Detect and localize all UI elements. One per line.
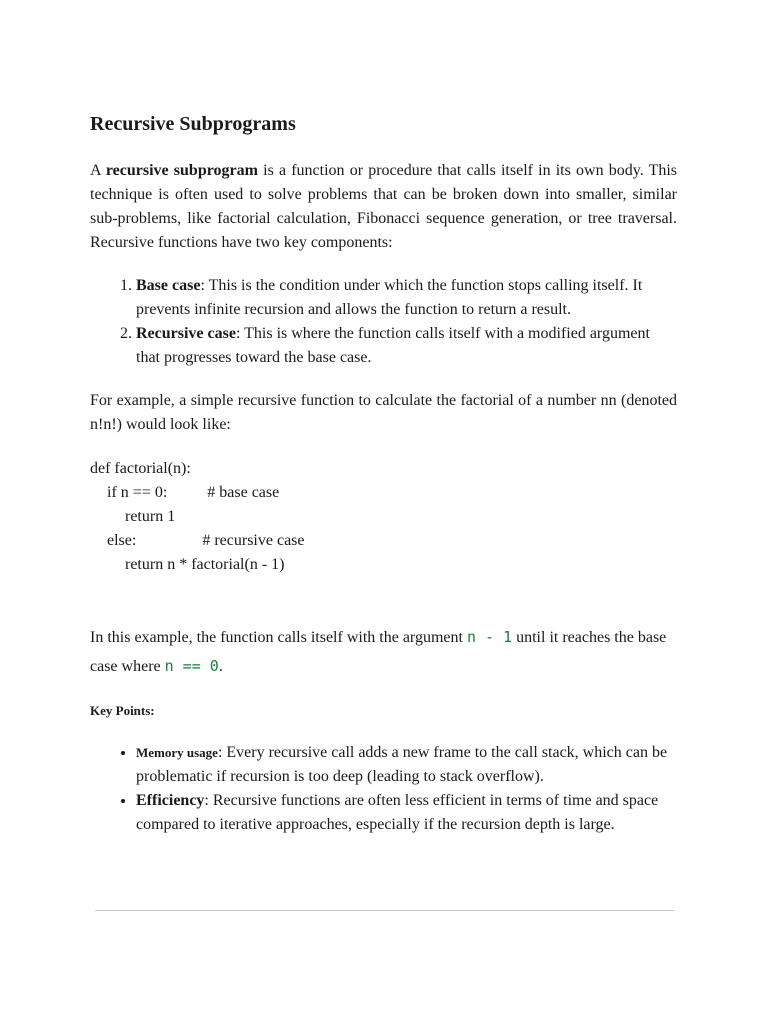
intro-paragraph: [90, 159, 677, 255]
inline-code-n-equals-0: n == 0: [164, 657, 219, 675]
example-intro: For example, a simple recursive function to calculate the factorial of a number nn (denoted n!n!) would look like:: [90, 392, 677, 433]
document-page: [90, 110, 677, 837]
code-line-4: [90, 529, 677, 553]
after-code-text-1: In this example, the function calls itself with the argument: [90, 629, 467, 646]
after-code-text-3: .: [218, 658, 223, 675]
code-line-1: [90, 457, 677, 481]
horizontal-divider: [95, 910, 674, 911]
inline-code-n-minus-1: n - 1: [466, 628, 513, 646]
base-case-text: : This is the condition under which the function stops calling itself. It prevents infinite recursion and allows the function to return a result.: [136, 277, 643, 318]
recursive-case-text: : This is where the function calls itself with a modified argument that progresses toward the base case.: [136, 325, 650, 366]
after-code-text-2: until it reaches the base case where: [90, 629, 667, 675]
components-list: [90, 274, 677, 370]
code-return-recursive: return n * factorial(n - 1): [125, 556, 285, 573]
code-line-2: [90, 481, 677, 505]
base-case-term: Base case: [136, 277, 201, 294]
list-item-efficiency: [136, 789, 677, 837]
code-comment-base: # base case: [207, 484, 280, 501]
code-def: def factorial(n):: [90, 460, 191, 477]
code-return-1: return 1: [125, 508, 176, 525]
recursive-case-term: Recursive case: [136, 325, 236, 342]
code-comment-recursive: # recursive case: [202, 532, 305, 549]
code-if: if n == 0:: [107, 484, 168, 501]
page-title: Recursive Subprograms: [90, 113, 296, 135]
memory-usage-term: Memory usage: [136, 745, 218, 760]
intro-rest: is a function or procedure that calls itself in its own body. This technique is often used to solve problems that can be broken down into smaller, similar sub-problems, like factorial calculation, Fibonacci sequence generation, or tree traversal. Recursive functions have two key components:: [90, 162, 678, 251]
list-item-base-case: [136, 274, 677, 322]
efficiency-text: : Recursive functions are often less efficient in terms of time and space compared to iterative approaches, especially if the recursion depth is large.: [136, 792, 659, 833]
intro-prefix: A: [90, 162, 106, 179]
code-else: else:: [107, 532, 137, 549]
key-points-list: [90, 741, 677, 837]
after-code-paragraph: [90, 623, 677, 681]
key-points-heading: Key Points:: [90, 703, 155, 718]
efficiency-term: Efficiency: [136, 792, 205, 809]
list-item-memory-usage: [136, 741, 677, 789]
intro-bold-term: recursive subprogram: [105, 162, 258, 179]
code-line-5: [90, 553, 677, 577]
list-item-recursive-case: [136, 322, 677, 370]
code-line-3: [90, 505, 677, 529]
memory-usage-text: : Every recursive call adds a new frame to the call stack, which can be problematic if recursion is too deep (leading to stack overflow).: [136, 744, 668, 785]
code-block: [90, 457, 677, 577]
